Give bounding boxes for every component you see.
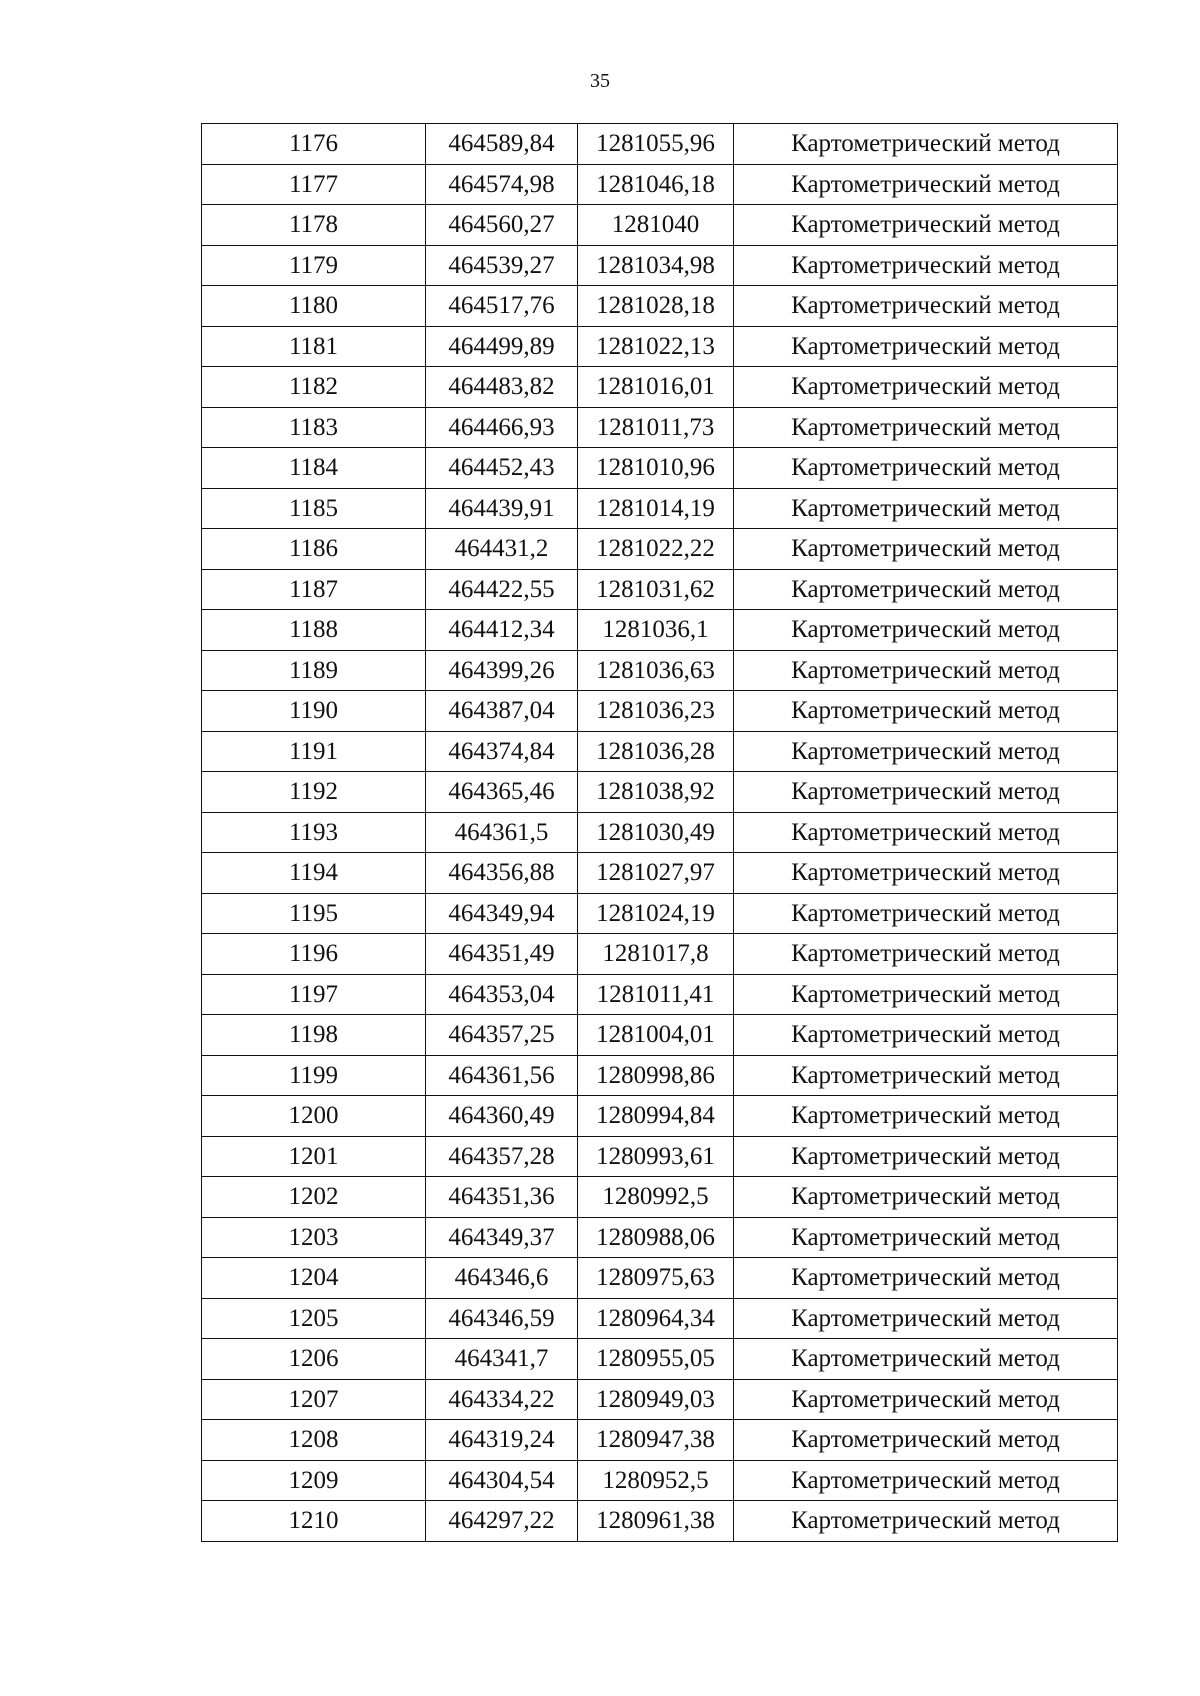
- method-cell: Картометрический метод: [734, 367, 1118, 408]
- x-coordinate-cell: 464466,93: [426, 407, 578, 448]
- method-cell: Картометрический метод: [734, 893, 1118, 934]
- y-coordinate-cell: 1281011,41: [578, 974, 734, 1015]
- x-coordinate-cell: 464346,59: [426, 1298, 578, 1339]
- x-coordinate-cell: 464356,88: [426, 853, 578, 894]
- point-number-cell: 1197: [202, 974, 426, 1015]
- point-number-cell: 1181: [202, 326, 426, 367]
- method-cell: Картометрический метод: [734, 529, 1118, 570]
- x-coordinate-cell: 464357,25: [426, 1015, 578, 1056]
- table-row: [202, 326, 1118, 367]
- x-coordinate-cell: 464351,49: [426, 934, 578, 975]
- table-row: [202, 569, 1118, 610]
- point-number-cell: 1193: [202, 812, 426, 853]
- x-coordinate-cell: 464452,43: [426, 448, 578, 489]
- point-number-cell: 1192: [202, 772, 426, 813]
- y-coordinate-cell: 1281040: [578, 205, 734, 246]
- x-coordinate-cell: 464334,22: [426, 1379, 578, 1420]
- method-cell: Картометрический метод: [734, 1258, 1118, 1299]
- x-coordinate-cell: 464439,91: [426, 488, 578, 529]
- point-number-cell: 1202: [202, 1177, 426, 1218]
- point-number-cell: 1198: [202, 1015, 426, 1056]
- table-row: [202, 1177, 1118, 1218]
- y-coordinate-cell: 1280947,38: [578, 1420, 734, 1461]
- x-coordinate-cell: 464361,56: [426, 1055, 578, 1096]
- coordinates-table-body: [202, 124, 1118, 1542]
- method-cell: Картометрический метод: [734, 1420, 1118, 1461]
- table-row: [202, 164, 1118, 205]
- table-row: [202, 893, 1118, 934]
- table-row: [202, 731, 1118, 772]
- table-row: [202, 1501, 1118, 1542]
- point-number-cell: 1178: [202, 205, 426, 246]
- y-coordinate-cell: 1280998,86: [578, 1055, 734, 1096]
- method-cell: Картометрический метод: [734, 245, 1118, 286]
- method-cell: Картометрический метод: [734, 1298, 1118, 1339]
- x-coordinate-cell: 464499,89: [426, 326, 578, 367]
- method-cell: Картометрический метод: [734, 1177, 1118, 1218]
- table-row: [202, 1015, 1118, 1056]
- page-number: 35: [590, 70, 610, 92]
- y-coordinate-cell: 1280975,63: [578, 1258, 734, 1299]
- table-row: [202, 812, 1118, 853]
- y-coordinate-cell: 1281030,49: [578, 812, 734, 853]
- point-number-cell: 1199: [202, 1055, 426, 1096]
- method-cell: Картометрический метод: [734, 326, 1118, 367]
- y-coordinate-cell: 1281036,1: [578, 610, 734, 651]
- y-coordinate-cell: 1281024,19: [578, 893, 734, 934]
- x-coordinate-cell: 464374,84: [426, 731, 578, 772]
- y-coordinate-cell: 1280988,06: [578, 1217, 734, 1258]
- table-row: [202, 205, 1118, 246]
- y-coordinate-cell: 1281036,63: [578, 650, 734, 691]
- x-coordinate-cell: 464357,28: [426, 1136, 578, 1177]
- table-row: [202, 1136, 1118, 1177]
- method-cell: Картометрический метод: [734, 812, 1118, 853]
- table-row: [202, 1258, 1118, 1299]
- table-row: [202, 650, 1118, 691]
- point-number-cell: 1182: [202, 367, 426, 408]
- point-number-cell: 1177: [202, 164, 426, 205]
- table-row: [202, 1055, 1118, 1096]
- y-coordinate-cell: 1281022,13: [578, 326, 734, 367]
- y-coordinate-cell: 1281027,97: [578, 853, 734, 894]
- table-row: [202, 610, 1118, 651]
- point-number-cell: 1196: [202, 934, 426, 975]
- y-coordinate-cell: 1280964,34: [578, 1298, 734, 1339]
- point-number-cell: 1183: [202, 407, 426, 448]
- point-number-cell: 1190: [202, 691, 426, 732]
- point-number-cell: 1205: [202, 1298, 426, 1339]
- point-number-cell: 1200: [202, 1096, 426, 1137]
- x-coordinate-cell: 464431,2: [426, 529, 578, 570]
- method-cell: Картометрический метод: [734, 1339, 1118, 1380]
- x-coordinate-cell: 464387,04: [426, 691, 578, 732]
- table-row: [202, 286, 1118, 327]
- method-cell: Картометрический метод: [734, 286, 1118, 327]
- y-coordinate-cell: 1281031,62: [578, 569, 734, 610]
- method-cell: Картометрический метод: [734, 1136, 1118, 1177]
- table-row: [202, 691, 1118, 732]
- point-number-cell: 1208: [202, 1420, 426, 1461]
- point-number-cell: 1210: [202, 1501, 426, 1542]
- table-row: [202, 488, 1118, 529]
- x-coordinate-cell: 464483,82: [426, 367, 578, 408]
- method-cell: Картометрический метод: [734, 650, 1118, 691]
- y-coordinate-cell: 1280955,05: [578, 1339, 734, 1380]
- table-row: [202, 1096, 1118, 1137]
- method-cell: Картометрический метод: [734, 974, 1118, 1015]
- y-coordinate-cell: 1281038,92: [578, 772, 734, 813]
- method-cell: Картометрический метод: [734, 610, 1118, 651]
- point-number-cell: 1188: [202, 610, 426, 651]
- point-number-cell: 1179: [202, 245, 426, 286]
- method-cell: Картометрический метод: [734, 205, 1118, 246]
- method-cell: Картометрический метод: [734, 691, 1118, 732]
- x-coordinate-cell: 464319,24: [426, 1420, 578, 1461]
- y-coordinate-cell: 1281034,98: [578, 245, 734, 286]
- x-coordinate-cell: 464365,46: [426, 772, 578, 813]
- y-coordinate-cell: 1281028,18: [578, 286, 734, 327]
- x-coordinate-cell: 464574,98: [426, 164, 578, 205]
- x-coordinate-cell: 464349,37: [426, 1217, 578, 1258]
- method-cell: Картометрический метод: [734, 772, 1118, 813]
- x-coordinate-cell: 464399,26: [426, 650, 578, 691]
- method-cell: Картометрический метод: [734, 407, 1118, 448]
- x-coordinate-cell: 464346,6: [426, 1258, 578, 1299]
- table-row: [202, 1339, 1118, 1380]
- method-cell: Картометрический метод: [734, 1460, 1118, 1501]
- table-row: [202, 1217, 1118, 1258]
- x-coordinate-cell: 464589,84: [426, 124, 578, 165]
- table-row: [202, 407, 1118, 448]
- table-row: [202, 974, 1118, 1015]
- table-row: [202, 124, 1118, 165]
- point-number-cell: 1180: [202, 286, 426, 327]
- table-row: [202, 1420, 1118, 1461]
- y-coordinate-cell: 1281014,19: [578, 488, 734, 529]
- point-number-cell: 1189: [202, 650, 426, 691]
- point-number-cell: 1209: [202, 1460, 426, 1501]
- y-coordinate-cell: 1281036,23: [578, 691, 734, 732]
- x-coordinate-cell: 464304,54: [426, 1460, 578, 1501]
- y-coordinate-cell: 1281011,73: [578, 407, 734, 448]
- coordinates-table: [201, 123, 1118, 1542]
- table-row: [202, 772, 1118, 813]
- point-number-cell: 1186: [202, 529, 426, 570]
- method-cell: Картометрический метод: [734, 1055, 1118, 1096]
- x-coordinate-cell: 464297,22: [426, 1501, 578, 1542]
- point-number-cell: 1206: [202, 1339, 426, 1380]
- y-coordinate-cell: 1281046,18: [578, 164, 734, 205]
- x-coordinate-cell: 464361,5: [426, 812, 578, 853]
- x-coordinate-cell: 464353,04: [426, 974, 578, 1015]
- y-coordinate-cell: 1281016,01: [578, 367, 734, 408]
- x-coordinate-cell: 464422,55: [426, 569, 578, 610]
- table-row: [202, 1460, 1118, 1501]
- table-row: [202, 245, 1118, 286]
- y-coordinate-cell: 1281022,22: [578, 529, 734, 570]
- point-number-cell: 1184: [202, 448, 426, 489]
- method-cell: Картометрический метод: [734, 1501, 1118, 1542]
- point-number-cell: 1204: [202, 1258, 426, 1299]
- method-cell: Картометрический метод: [734, 1217, 1118, 1258]
- x-coordinate-cell: 464517,76: [426, 286, 578, 327]
- y-coordinate-cell: 1280992,5: [578, 1177, 734, 1218]
- method-cell: Картометрический метод: [734, 164, 1118, 205]
- y-coordinate-cell: 1280993,61: [578, 1136, 734, 1177]
- point-number-cell: 1187: [202, 569, 426, 610]
- x-coordinate-cell: 464360,49: [426, 1096, 578, 1137]
- table-row: [202, 1379, 1118, 1420]
- method-cell: Картометрический метод: [734, 731, 1118, 772]
- x-coordinate-cell: 464351,36: [426, 1177, 578, 1218]
- y-coordinate-cell: 1281036,28: [578, 731, 734, 772]
- y-coordinate-cell: 1281004,01: [578, 1015, 734, 1056]
- x-coordinate-cell: 464349,94: [426, 893, 578, 934]
- x-coordinate-cell: 464560,27: [426, 205, 578, 246]
- point-number-cell: 1201: [202, 1136, 426, 1177]
- table-row: [202, 1298, 1118, 1339]
- method-cell: Картометрический метод: [734, 569, 1118, 610]
- method-cell: Картометрический метод: [734, 1096, 1118, 1137]
- x-coordinate-cell: 464341,7: [426, 1339, 578, 1380]
- method-cell: Картометрический метод: [734, 853, 1118, 894]
- method-cell: Картометрический метод: [734, 124, 1118, 165]
- y-coordinate-cell: 1281010,96: [578, 448, 734, 489]
- y-coordinate-cell: 1281017,8: [578, 934, 734, 975]
- y-coordinate-cell: 1280961,38: [578, 1501, 734, 1542]
- y-coordinate-cell: 1280952,5: [578, 1460, 734, 1501]
- table-row: [202, 367, 1118, 408]
- point-number-cell: 1195: [202, 893, 426, 934]
- point-number-cell: 1194: [202, 853, 426, 894]
- table-row: [202, 853, 1118, 894]
- x-coordinate-cell: 464412,34: [426, 610, 578, 651]
- table-row: [202, 529, 1118, 570]
- point-number-cell: 1176: [202, 124, 426, 165]
- method-cell: Картометрический метод: [734, 1379, 1118, 1420]
- y-coordinate-cell: 1280994,84: [578, 1096, 734, 1137]
- y-coordinate-cell: 1280949,03: [578, 1379, 734, 1420]
- y-coordinate-cell: 1281055,96: [578, 124, 734, 165]
- table-row: [202, 448, 1118, 489]
- point-number-cell: 1207: [202, 1379, 426, 1420]
- point-number-cell: 1203: [202, 1217, 426, 1258]
- method-cell: Картометрический метод: [734, 1015, 1118, 1056]
- method-cell: Картометрический метод: [734, 448, 1118, 489]
- method-cell: Картометрический метод: [734, 934, 1118, 975]
- point-number-cell: 1191: [202, 731, 426, 772]
- method-cell: Картометрический метод: [734, 488, 1118, 529]
- point-number-cell: 1185: [202, 488, 426, 529]
- x-coordinate-cell: 464539,27: [426, 245, 578, 286]
- table-row: [202, 934, 1118, 975]
